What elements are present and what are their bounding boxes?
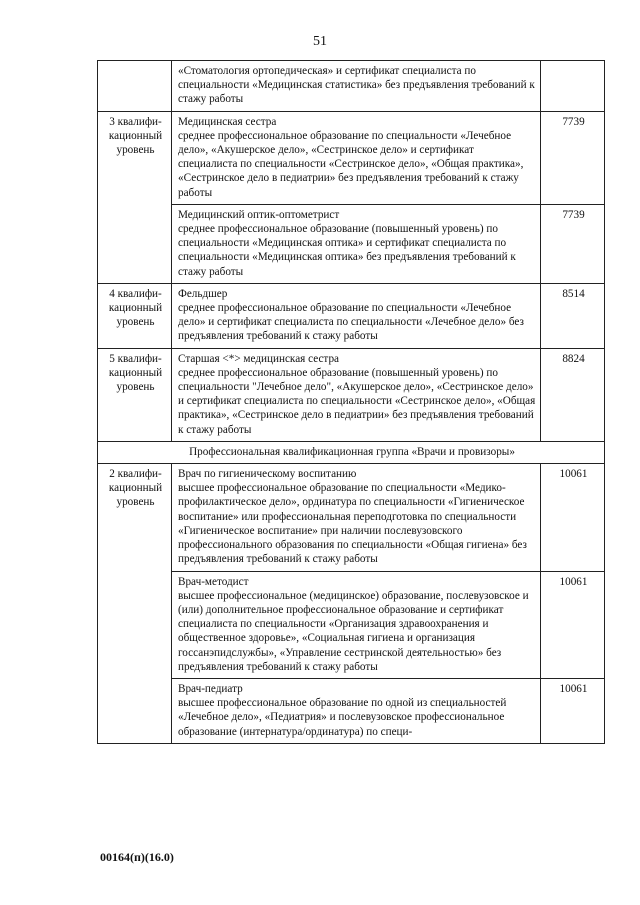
description-cell: [172, 678, 541, 743]
description-text: среднее профессиональное образование (повышенный уровень) по специальности «Медицинская оптика» и сертификат специалиста по специальности «Медицинская оптика» без предъявления требований к стажу работы: [178, 223, 516, 278]
salary-cell: 10061: [541, 571, 605, 678]
salary-cell: 8824: [541, 348, 605, 441]
description-cell: [172, 111, 541, 204]
table-row: [98, 571, 605, 678]
salary-cell: 10061: [541, 678, 605, 743]
description-text: «Стоматология ортопедическая» и сертификат специалиста по специальности «Медицинская статистика» без предъявления требований к стажу работы: [178, 65, 535, 106]
position-title: Фельдшер: [178, 287, 228, 300]
level-cell: 2 квалифи- кационный уровень: [98, 464, 172, 744]
salary-cell: [541, 61, 605, 112]
table-row: [98, 348, 605, 441]
description-cell: [172, 283, 541, 348]
level-cell: 3 квалифи- кационный уровень: [98, 111, 172, 283]
group-header: Профессиональная квалификационная группа «Врачи и провизоры»: [98, 441, 605, 463]
qualification-table: [97, 60, 605, 744]
position-title: Врач-методист: [178, 575, 249, 588]
table-row: [98, 678, 605, 743]
salary-cell: 7739: [541, 204, 605, 283]
level-cell: 5 квалифи- кационный уровень: [98, 348, 172, 441]
description-text: высшее профессиональное образование по одной из специальностей «Лечебное дело», «Педиатрия» и послевузовское профессиональное образование (интернатура/ординатура) по специ-: [178, 697, 507, 738]
salary-cell: 10061: [541, 464, 605, 571]
description-text: среднее профессиональное образование по специальности «Лечебное дело» и сертификат специалиста по специальности «Лечебное дело» без предъявления требований к стажу работы: [178, 302, 524, 343]
description-cell: [172, 204, 541, 283]
description-text: среднее профессиональное образование (повышенный уровень) по специальности "Лечебное дело", «Акушерское дело», «Сестринское дело» и сертификат специалиста по специальности «Сестринское дело», «Общая практика», «Сестринское дело в педиатрии» без предъявления требований к стажу работы: [178, 366, 536, 436]
position-title: Медицинский оптик-оптометрист: [178, 208, 340, 221]
position-title: Врач по гигиеническому воспитанию: [178, 468, 357, 481]
table-row: [98, 464, 605, 571]
position-title: Медицинская сестра: [178, 115, 277, 128]
page-number: 51: [313, 34, 327, 49]
level-cell: 4 квалифи- кационный уровень: [98, 283, 172, 348]
table-row: [98, 111, 605, 204]
level-cell: [98, 61, 172, 112]
table-row: [98, 61, 605, 112]
position-title: Старшая <*> медицинская сестра: [178, 352, 340, 365]
description-cell: [172, 61, 541, 112]
description-text: высшее профессиональное образование по специальности «Медико-профилактическое дело», ординатура по специальности «Гигиеническое воспитание» или профессиональная переподготовка по специальности «Гигиеническое воспитание» при наличии послевузовского профессионального образования по специальности «Общая гигиена» без предъявления требований к стажу работы: [178, 482, 527, 566]
position-title: Врач-педиатр: [178, 682, 243, 695]
salary-cell: 7739: [541, 111, 605, 204]
table-row: [98, 204, 605, 283]
description-text: высшее профессиональное (медицинское) образование, послевузовское и (или) дополнительное профессиональное образование и сертификат специалиста по специальности «Организация здравоохранения и общественное здоровье», «Социальная гигиена и организация госсанэпидслужбы», «Управление сестринской деятельностью» без предъявления требований к стажу работы: [178, 589, 529, 673]
description-cell: [172, 571, 541, 678]
document-code: 00164(п)(16.0): [100, 850, 174, 864]
group-header-row: [98, 441, 605, 463]
table-row: [98, 283, 605, 348]
description-text: среднее профессиональное образование по специальности «Лечебное дело», «Акушерское дело», «Сестринское дело» и сертификат специалиста по специальности «Сестринское дело», «Общая практика», «Сестринское дело в педиатрии» без предъявления требований к стажу работы: [178, 129, 524, 199]
description-cell: [172, 464, 541, 571]
description-cell: [172, 348, 541, 441]
salary-cell: 8514: [541, 283, 605, 348]
